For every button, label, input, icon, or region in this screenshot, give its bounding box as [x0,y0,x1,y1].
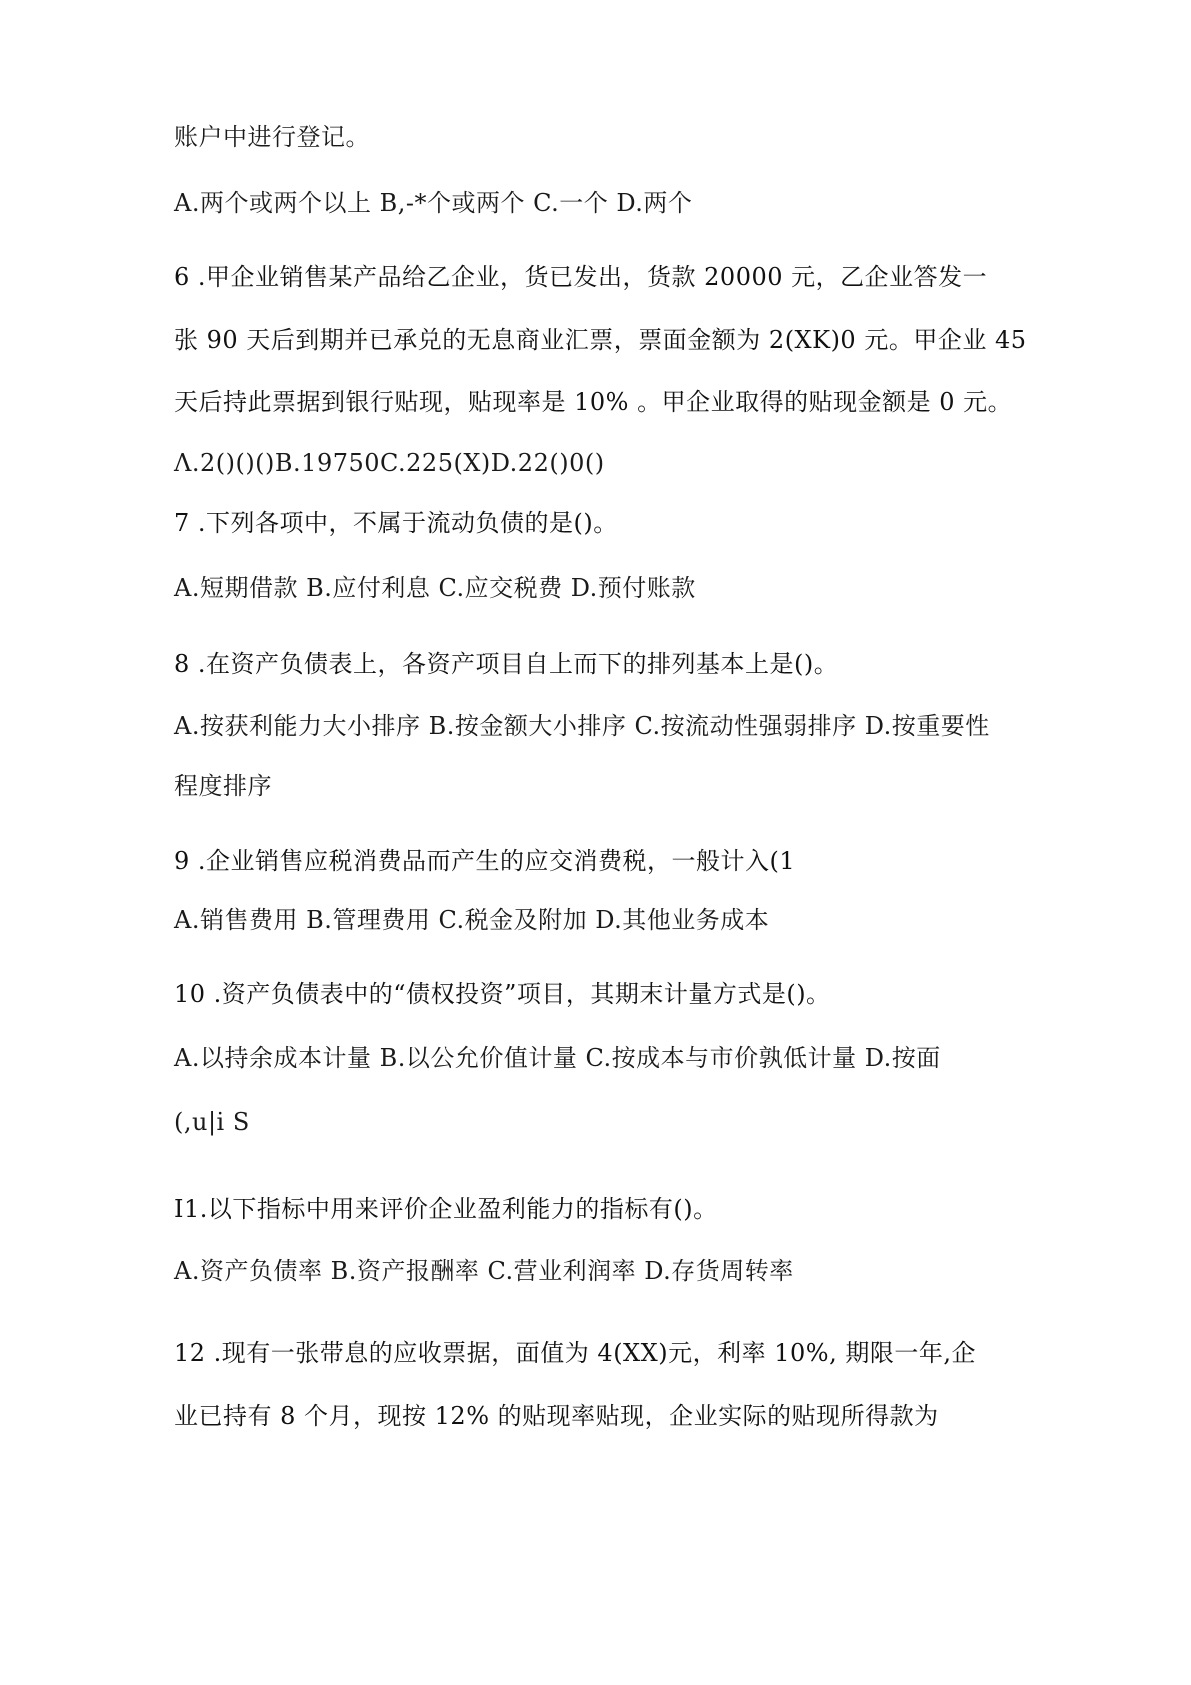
question-12-line-1: 12 .现有一张带息的应收票据，面值为 4(XX)元，利率 10%, 期限一年,企 [174,1339,976,1367]
question-12-line-2: 业已持有 8 个月，现按 12% 的贴现率贴现，企业实际的贴现所得款为 [174,1402,939,1430]
answer-options: A.短期借款 B.应付利息 C.应交税费 D.预付账款 [174,574,696,602]
question-10: 10 .资产负债表中的“债权投资”项目，其期末计量方式是()。 [174,980,831,1008]
question-6-line-2: 张 90 天后到期并已承兑的无息商业汇票，票面金额为 2(XK)0 元。甲企业 45 [174,326,1027,354]
answer-options: A.两个或两个以上 B,-*个或两个 C.一个 D.两个 [174,189,693,217]
question-7: 7 .下列各项中，不属于流动负债的是()。 [174,509,618,537]
question-9: 9 .企业销售应税消费品而产生的应交消费税，一般计入(1 [174,847,796,875]
answer-options: A.销售费用 B.管理费用 C.税金及附加 D.其他业务成本 [174,906,770,934]
answer-options: A.以持余成本计量 B.以公允价值计量 C.按成本与市价孰低计量 D.按面 [174,1044,941,1072]
question-6-line-3: 天后持此票据到银行贴现，贴现率是 10% 。甲企业取得的贴现金额是 0 元。 [174,388,1013,416]
question-11: I1.以下指标中用来评价企业盈利能力的指标有()。 [174,1195,718,1223]
answer-options: A.资产负债率 B.资产报酬率 C.营业利润率 D.存货周转率 [174,1257,794,1285]
question-6-line-1: 6 .甲企业销售某产品给乙企业，货已发出，货款 20000 元，乙企业答发一 [174,263,988,291]
answer-options-continued: 程度排序 [174,772,272,800]
answer-options: Λ.2()()()B.19750C.225(X)D.22()0() [174,449,605,477]
answer-options-continued: (,u|i S [174,1108,250,1136]
text-line: 账户中进行登记。 [174,123,370,151]
answer-options: A.按获利能力大小排序 B.按金额大小排序 C.按流动性强弱排序 D.按重要性 [174,712,990,740]
question-8: 8 .在资产负债表上，各资产项目自上而下的排列基本上是()。 [174,650,839,678]
